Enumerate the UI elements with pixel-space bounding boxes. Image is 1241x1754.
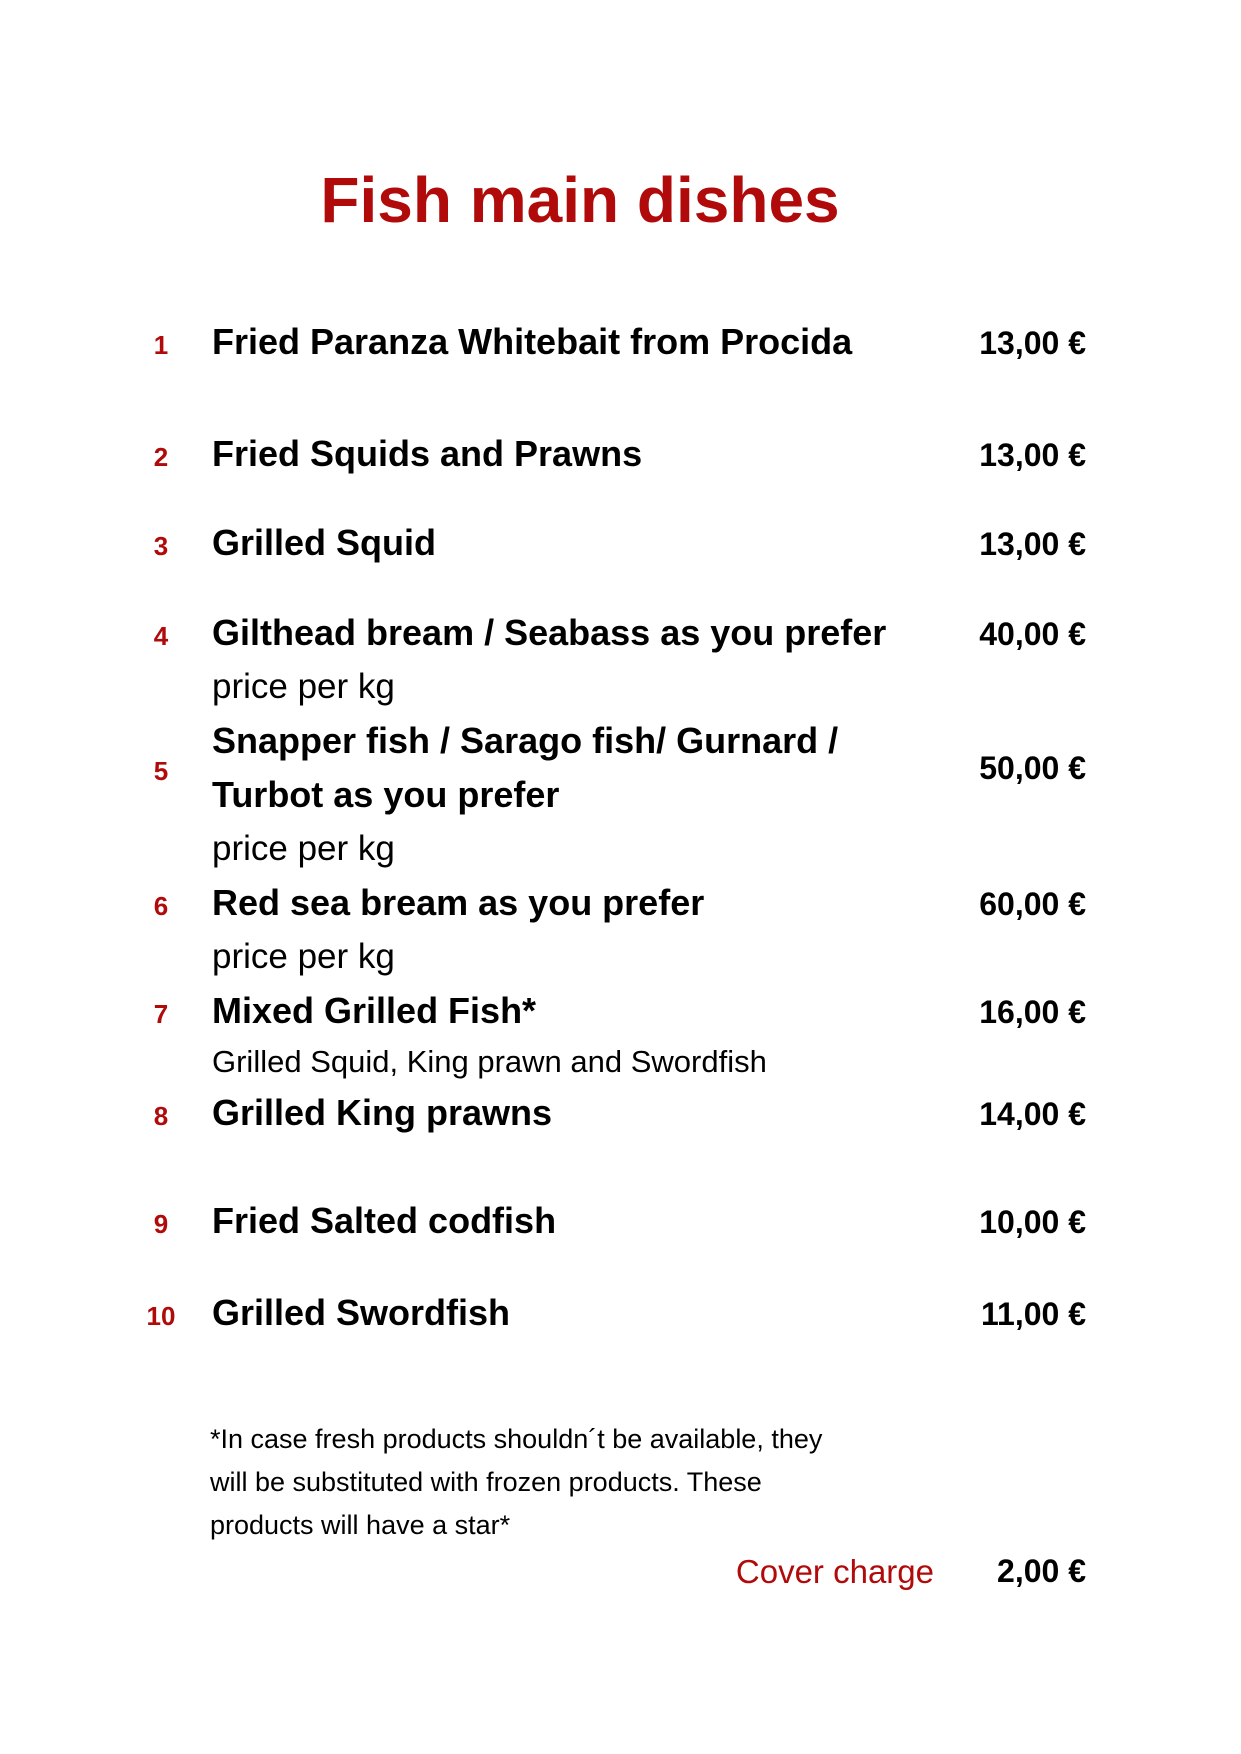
item-name: Grilled Swordfish [212, 1292, 511, 1333]
item-price: 50,00 € [979, 750, 1086, 786]
item-number: 5 [153, 756, 169, 786]
item-price: 14,00 € [979, 1096, 1086, 1132]
item-price: 13,00 € [979, 437, 1086, 473]
page-title: Fish main dishes [320, 164, 840, 236]
cover-charge-price: 2,00 € [997, 1553, 1086, 1589]
item-price: 60,00 € [979, 886, 1086, 922]
item-note: price per kg [212, 667, 395, 706]
footnote-line: products will have a star* [210, 1510, 511, 1540]
item-name: Fried Paranza Whitebait from Procida [212, 321, 853, 362]
item-price: 11,00 € [981, 1296, 1086, 1332]
item-price: 13,00 € [979, 325, 1086, 361]
cover-charge-label: Cover charge [735, 1553, 934, 1590]
footnote-line: will be substituted with frozen products. These [210, 1467, 762, 1497]
item-number: 7 [153, 999, 169, 1029]
footnote-line: *In case fresh products shouldn´t be available, they [210, 1424, 823, 1454]
item-name: Mixed Grilled Fish* [212, 990, 537, 1031]
item-price: 40,00 € [979, 616, 1086, 652]
item-number: 9 [153, 1209, 169, 1239]
item-name: Gilthead bream / Seabass as you prefer [212, 612, 887, 653]
item-name-line2: Turbot as you prefer [212, 774, 560, 815]
item-name: Grilled Squid [212, 522, 437, 563]
footnote [210, 1418, 930, 1547]
item-name: Fried Squids and Prawns [212, 433, 643, 474]
item-name: Fried Salted codfish [212, 1200, 557, 1241]
item-number: 10 [146, 1301, 176, 1331]
item-note: Grilled Squid, King prawn and Swordfish [212, 1044, 767, 1079]
item-price: 10,00 € [979, 1204, 1086, 1240]
item-note: price per kg [212, 829, 395, 868]
item-number: 3 [153, 531, 169, 561]
item-price: 16,00 € [979, 994, 1086, 1030]
item-number: 4 [153, 621, 169, 651]
item-name-line1: Snapper fish / Sarago fish/ Gurnard / [212, 720, 839, 761]
item-number: 6 [153, 891, 169, 921]
item-name: Red sea bream as you prefer [212, 882, 705, 923]
item-number: 2 [153, 442, 169, 472]
item-name: Grilled King prawns [212, 1092, 553, 1133]
item-note: price per kg [212, 937, 395, 976]
item-number: 8 [153, 1101, 169, 1131]
item-number: 1 [153, 330, 169, 360]
item-price: 13,00 € [979, 526, 1086, 562]
